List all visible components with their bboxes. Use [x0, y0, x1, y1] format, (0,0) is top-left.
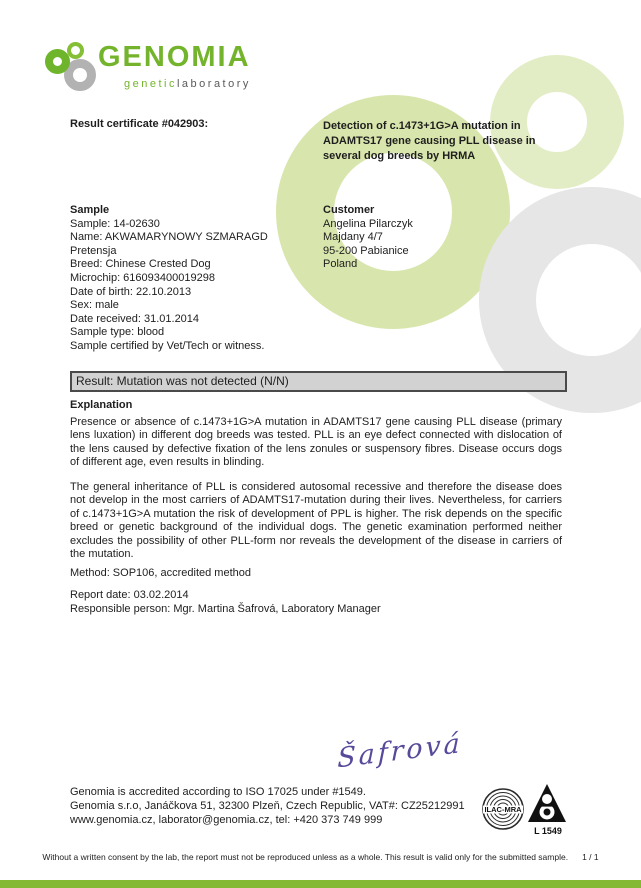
explanation-heading: Explanation — [70, 399, 133, 411]
footer-address-line: Genomia s.r.o, Janáčkova 51, 32300 Plzeň, Czech Republic, VAT#: CZ25212991 — [70, 800, 465, 812]
handwritten-signature: Šafrová — [337, 727, 463, 775]
logo-green-circle-icon — [45, 49, 70, 74]
sample-section — [70, 204, 292, 354]
page-number: 1 / 1 — [582, 852, 599, 862]
explanation-paragraph: The general inheritance of PLL is considered autosomal recessive and therefore the disease does not develop in the most carriers of ADAMTS17-mutation during their lives. Nevertheless, for carriers of c.1473+1G>A mutation the risk of development of PPL is higher. The risk depends on the specific breed or genetic background of the individual dogs. The genetic examination performed neither excludes the possibility of other PLL-form nor reveals the development of the disease in carriers of the mutation. — [70, 481, 562, 561]
explanation-paragraph: Presence or absence of c.1473+1G>A mutation in ADAMTS17 gene causing PLL disease (primary lens luxation) in different dog breeds was tested. PLL is an eye defect connected with dislocation of the lens caused by defective fixation of the lens zonules or suspensory fibres. Disease occurs dogs of different age, even results in blinding. — [70, 416, 562, 469]
footer-section — [70, 785, 465, 827]
sample-line: Breed: Chinese Crested Dog — [70, 258, 211, 271]
sample-line: Date received: 31.01.2014 — [70, 312, 200, 325]
sample-heading: Sample — [70, 204, 110, 216]
report-section — [70, 589, 381, 616]
customer-line: Angelina Pilarczyk — [323, 217, 413, 230]
sample-line: Sex: male — [70, 299, 119, 312]
disclaimer-text: Without a written consent by the lab, the report must not be reproduced unless as a whole. This result is valid only for the submitted sample. — [42, 852, 569, 862]
method-line: Method: SOP106, accredited method — [70, 567, 251, 579]
report-date-line: Report date: 03.02.2014 — [70, 589, 189, 601]
footer-contact-line: www.genomia.cz, laborator@genomia.cz, tel: +420 373 749 999 — [70, 814, 383, 826]
brand-name: GENOMIA — [98, 41, 251, 73]
sample-line: Name: AKWAMARYNOWY SZMARAGD Pretensja — [70, 231, 268, 257]
sample-line: Sample certified by Vet/Tech or witness. — [70, 339, 265, 352]
ilac-mra-logo-icon — [481, 787, 525, 838]
test-title: Detection of c.1473+1G>A mutation in ADAMTS17 gene causing PLL disease in several dog breeds by HRMA — [323, 120, 536, 162]
ilac-mra-label: ILAC-MRA — [484, 805, 522, 814]
sample-line: Date of birth: 22.10.2013 — [70, 285, 192, 298]
footer-accreditation-line: Genomia is accredited according to ISO 17025 under #1549. — [70, 786, 366, 798]
result-box — [70, 371, 567, 392]
certificate-number-label: Result certificate #042903: — [70, 118, 209, 130]
cai-accreditation-logo-icon — [525, 782, 569, 841]
responsible-person-line: Responsible person: Mgr. Martina Šafrová, Laboratory Manager — [70, 602, 381, 615]
customer-section — [323, 204, 543, 272]
customer-line: Majdany 4/7 — [323, 231, 383, 244]
sample-line: Microchip: 616093400019298 — [70, 271, 215, 284]
brand-tagline — [124, 78, 251, 90]
disclaimer-row — [0, 852, 641, 862]
bottom-accent-bar — [0, 880, 641, 888]
customer-line: 95-200 Pabianice — [323, 244, 409, 257]
cai-accreditation-number: L 1549 — [534, 826, 562, 836]
result-text: Result: Mutation was not detected (N/N) — [76, 374, 289, 388]
brand-tagline-laboratory: laboratory — [176, 78, 251, 90]
brand-tagline-genetic: genetic — [124, 78, 177, 90]
customer-heading: Customer — [323, 204, 375, 216]
logo-green-small-ring-icon — [67, 42, 84, 59]
customer-line: Poland — [323, 258, 358, 271]
sample-line: Sample type: blood — [70, 326, 165, 339]
sample-line: Sample: 14-02630 — [70, 217, 160, 230]
